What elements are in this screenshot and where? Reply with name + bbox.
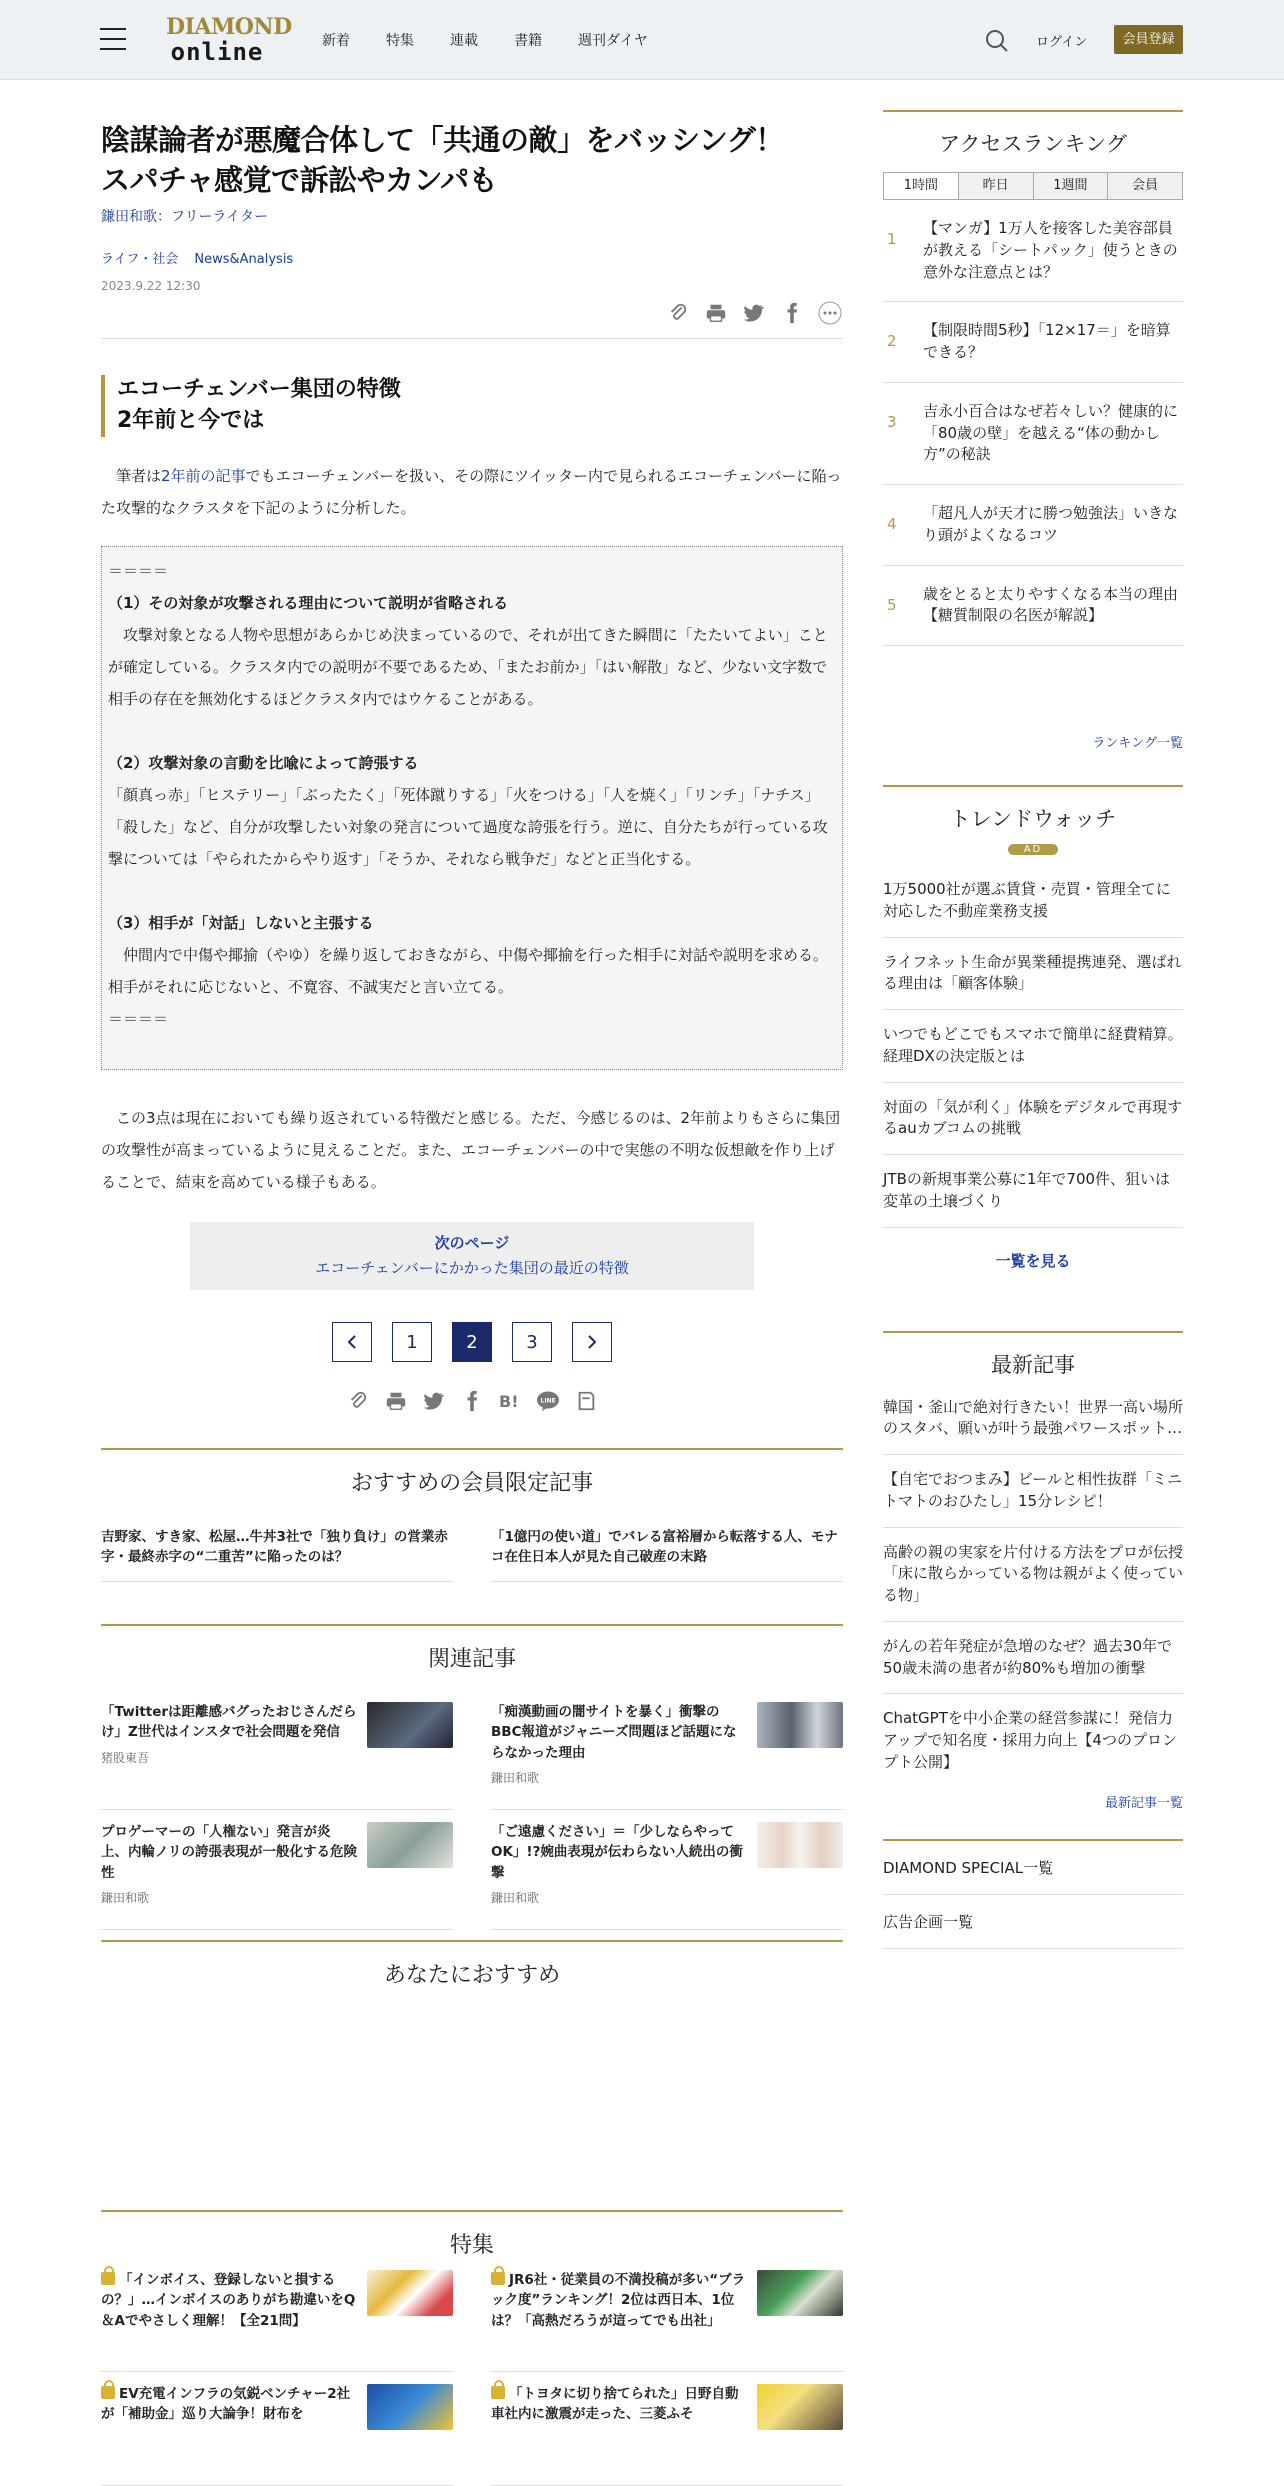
rank-number: 5 [887,595,897,614]
inline-article-link[interactable]: 2年前の記事 [161,467,246,485]
feature-title [491,2384,747,2425]
login-link[interactable]: ログイン [1036,35,1088,50]
twitter-icon[interactable] [741,300,767,326]
rank-number: 3 [887,412,897,431]
ranking-item[interactable] [883,302,1183,383]
title-line1: 陰謀論者が悪魔合体して「共通の敵」をバッシング！ [101,123,784,157]
related-author: 鎌田和歌 [101,1890,150,1905]
lock-icon [491,2386,505,2399]
article-thumbnail [367,2384,453,2430]
nav-item-features[interactable]: 特集 [386,33,414,49]
category-link[interactable]: News&Analysis [194,252,294,268]
features-heading: 特集 [101,2210,843,2259]
page-1-button[interactable]: 1 [392,1322,432,1362]
category-link[interactable]: ライフ・社会 [101,252,179,268]
ranking-item[interactable] [883,200,1183,302]
subhead-line2: 2年前と今では [117,407,265,433]
related-article[interactable] [101,1822,453,1930]
quote-point-heading: （1）その対象が攻撃される理由について説明が省略される [108,594,509,612]
nav-item-series[interactable]: 連載 [450,33,478,49]
recommended-heading: おすすめの会員限定記事 [101,1448,843,1497]
share-bar-bottom [101,1388,843,1414]
quote-separator: ＝＝＝＝ [108,562,169,580]
tab-1week[interactable]: 1週間 [1034,173,1109,199]
article-thumbnail [757,2270,843,2316]
latest-item[interactable]: がんの若年発症が急増のなぜ？過去30年で50歳未満の患者が約80%も増加の衝撃 [883,1622,1183,1695]
article-thumbnail [367,1702,453,1748]
nav-item-new[interactable]: 新着 [322,33,350,49]
publish-date: 2023.9.22 12:30 [101,279,201,294]
related-heading: 関連記事 [101,1624,843,1673]
site-header [0,0,1284,80]
print-icon[interactable] [383,1388,409,1414]
category-list [101,248,843,267]
quote-point-text: 仲間内で中傷や揶揄（やゆ）を繰り返しておきながら、中傷や揶揄を行った相手に対話や説明を求める。相手がそれに応じないと、不寛容、不誠実だと言い立てる。 [108,946,829,996]
trend-more-link[interactable]: 一覧を見る [995,1251,1071,1270]
page-3-button[interactable]: 3 [512,1322,552,1362]
facebook-icon[interactable] [779,300,805,326]
related-author: 猪股東吾 [101,1750,150,1765]
next-page-title: エコーチェンバーにかかった集団の最近の特徴 [315,1259,629,1277]
sidebar [883,110,1183,1949]
feature-title-text: EV充電インフラの気鋭ベンチャー2社が「補助金」巡り大論争！財布を [101,2386,351,2423]
quote-point-heading: （2）攻撃対象の言動を比喩によって誇張する [108,754,419,772]
svg-text:LINE: LINE [540,1397,556,1405]
ranking-tabs [883,172,1183,200]
rank-number: 1 [887,230,897,248]
more-icon[interactable] [817,300,843,326]
main-nav [322,30,684,50]
ranking-item[interactable] [883,485,1183,566]
related-title: 「Twitterは距離感バグったおじさんだらけ」Z世代はインスタで社会問題を発信 [101,1704,357,1741]
related-title: プロゲーマーの「人権ない」発言が炎上、内輪ノリの誇張表現が一般化する危険性 [101,1824,357,1881]
related-author: 鎌田和歌 [491,1770,540,1785]
twitter-icon[interactable] [421,1388,447,1414]
author-link[interactable]: 鎌田和歌：フリーライター [101,209,269,226]
search-icon[interactable] [985,29,1009,53]
for-you-heading: あなたにおすすめ [101,1940,843,1989]
svg-text:B!: B! [499,1392,519,1411]
rank-title: 【制限時間5秒】「12×17＝」を暗算できる？ [923,321,1171,361]
title-line2: スパチャ感覚で訴訟やカンパも [101,163,498,198]
article-thumbnail [367,2270,453,2316]
related-title: 「痴漢動画の闇サイトを暴く」衝撃のBBC報道がジャニーズ問題ほど話題にならなかった理由 [491,1704,737,1761]
prev-page-button[interactable] [332,1322,372,1362]
menu-icon[interactable] [100,28,126,50]
para1-start: 筆者は [101,467,162,485]
rank-title: 「超凡人が天才に勝つ勉強法」いきなり頭がよくなるコツ [923,504,1179,544]
rank-title: 【マンガ】1万人を接客した美容部員が教える「シートパック」使うときの意外な注意点とは？ [923,219,1178,281]
article-main [101,120,843,2423]
feature-title [101,2384,357,2425]
para1-end: でもエコーチェンバーを扱い、その際にツイッター内で見られるエコーチェンバーに陥った攻撃的なクラスタを下記のように分析した。 [101,467,842,517]
feature-title-text: 「インボイス、登録しないと損するの？」…インボイスのありがち勘違いをQ＆Aでやさしく理解！【全21問】 [101,2272,356,2329]
divider [101,338,843,339]
latest-more-link[interactable]: 最新記事一覧 [1104,1795,1183,1811]
article-title [101,120,843,200]
recommended-article[interactable]: 「1億円の使い道」でバレる富裕層から転落する人、モナコ在住日本人が見た自己破産の末路 [491,1528,843,1582]
quote-point-text: 「顔真っ赤」「ヒステリー」「ぶったたく」「死体蹴りする」「火をつける」「人を焼く」「リンチ」「ナチス」「殺した」など、自分が攻撃したい対象の発言について過度な誇張を行う。逆に、自分たちが行っている攻撃については「やられたからやり返す」「そうか、それなら戦争だ」などと正当化する。 [108,786,828,868]
next-page-link[interactable] [190,1222,754,1290]
latest-item[interactable]: 高齢の親の実家を片付ける方法をプロが伝授「床に散らかっている物は親がよく使っている物」 [883,1528,1183,1622]
hatena-bookmark-icon[interactable] [497,1388,523,1414]
feature-article[interactable] [101,2270,453,2372]
feature-article[interactable] [491,2270,843,2372]
body-paragraph: この3点は現在においても繰り返されている特徴だと感じる。ただ、今感じるのは、2年前よりもさらに集団の攻撃性が高まっているように見えることだ。また、エコーチェンバーの中で実態の不明な仮想敵を作り上げることで、結束を高めている様子もある。 [101,1109,841,1191]
next-page-button[interactable] [572,1322,612,1362]
page-2-button[interactable]: 2 [452,1322,492,1362]
trend-item[interactable]: 1万5000社が選ぶ賃貸・売買・管理全てに対応した不動産業務支援 [883,865,1183,938]
feature-title-text: 「トヨタに切り捨てられた」日野自動車社内に激震が走った、三菱ふそ [491,2386,739,2423]
feature-article[interactable] [491,2384,843,2486]
ranking-heading: アクセスランキング [883,110,1183,158]
clip-icon[interactable] [665,300,691,326]
print-icon[interactable] [703,300,729,326]
article-thumbnail [757,2384,843,2430]
logo-line1: DIAMOND [166,14,292,40]
share-bar-top [665,300,843,326]
quote-separator: ＝＝＝＝ [108,1010,169,1028]
feature-title-text: JR6社・従業員の不満投稿が多い“ブラック度”ランキング！2位は西日本、1位は？「高熱だろうが這ってでも出社」 [491,2272,746,2329]
feature-title [491,2270,747,2331]
lock-icon [101,2272,115,2285]
rank-title: 歳をとると太りやすくなる本当の理由【糖質制限の名医が解説】 [923,584,1179,625]
article-thumbnail [757,1822,843,1868]
latest-item[interactable]: ChatGPTを中小企業の経営参謀に！発信力アップで知名度・採用力向上【4つのプロンプト公開】 [883,1709,1177,1771]
lock-icon [101,2386,115,2399]
feature-title [101,2270,357,2331]
tab-1hour[interactable]: 1時間 [884,173,959,199]
latest-heading: 最新記事 [883,1331,1183,1379]
trend-item[interactable]: 対面の「気が利く」体験をデジタルで再現するauカブコムの挑戦 [883,1083,1183,1156]
latest-item[interactable]: 【自宅でおつまみ】ビールと相性抜群「ミニトマトのおひたし」15分レシピ！ [883,1455,1183,1528]
line-icon[interactable] [535,1388,561,1414]
latest-item[interactable]: 韓国・釜山で絶対行きたい！世界一高い場所のスタバ、願いが叶う最強パワースポット… [883,1383,1183,1456]
nav-item-books[interactable]: 書籍 [514,33,542,49]
ranking-item[interactable] [883,566,1183,647]
related-title: 「ご遠慮ください」＝「少しならやってOK」!?婉曲表現が伝わらない人続出の衝撃 [491,1824,743,1881]
trend-item[interactable]: ライフネット生命が異業種提携連発、選ばれる理由は「顧客体験」 [883,938,1183,1011]
body-paragraph [101,460,843,524]
trend-item[interactable]: いつでもどこでもスマホで簡単に経費精算。経理DXの決定版とは [883,1010,1183,1083]
trend-title: トレンドウォッチ [949,807,1117,831]
pocket-icon[interactable] [573,1388,599,1414]
logo-line2: online [170,38,264,66]
rank-number: 2 [887,332,897,351]
ad-badge: AD [1008,844,1059,855]
related-article[interactable] [491,1702,843,1810]
site-logo[interactable] [166,14,292,66]
tab-members[interactable]: 会員 [1108,173,1182,199]
article-thumbnail [367,1822,453,1868]
related-article[interactable] [491,1822,843,1930]
article-thumbnail [757,1702,843,1748]
quote-point-text: 攻撃対象となる人物や思想があらかじめ決まっているので、それが出てきた瞬間に「たたいてよい」ことが確定している。クラスタ内での説明が不要であるため、「またお前か」「はい解散」など、少ない文字数で相手の存在を無効化するほどクラスタ内ではウケることがある。 [108,626,828,708]
next-page-label: 次のページ [434,1234,510,1252]
subhead-line1: エコーチェンバー集団の特徴 [117,377,401,402]
section-heading [101,375,401,437]
quote-box [101,546,843,1070]
register-button[interactable]: 会員登録 [1114,25,1183,54]
pagination [101,1322,843,1362]
rank-title: 吉永小百合はなぜ若々しい？健康的に「80歳の壁」を越える“体の動かし方”の秘訣 [923,401,1179,464]
quote-point-heading: （3）相手が「対話」しないと主張する [108,914,374,932]
feature-article[interactable] [101,2384,453,2486]
facebook-icon[interactable] [459,1388,485,1414]
clip-icon[interactable] [345,1388,371,1414]
trend-heading [883,785,1183,857]
rank-number: 4 [887,515,897,533]
trend-item[interactable]: JTBの新規事業公募に1年で700件、狙いは変革の土壌づくり [883,1155,1183,1228]
nav-item-weekly[interactable]: 週刊ダイヤ [578,33,648,49]
related-article[interactable] [101,1702,453,1810]
tab-yesterday[interactable]: 昨日 [959,173,1034,199]
ad-plan-link[interactable]: 広告企画一覧 [883,1895,1183,1949]
related-author: 鎌田和歌 [491,1890,540,1905]
recommended-article[interactable]: 吉野家、すき家、松屋…牛丼3社で「独り負け」の営業赤字・最終赤字の“二重苦”に陥ったのは？ [101,1528,453,1582]
ranking-item[interactable] [883,383,1183,485]
ranking-more-link[interactable]: ランキング一覧 [1092,736,1183,751]
lock-icon [491,2272,505,2285]
diamond-special-link[interactable]: DIAMOND SPECIAL一覧 [883,1841,1183,1895]
